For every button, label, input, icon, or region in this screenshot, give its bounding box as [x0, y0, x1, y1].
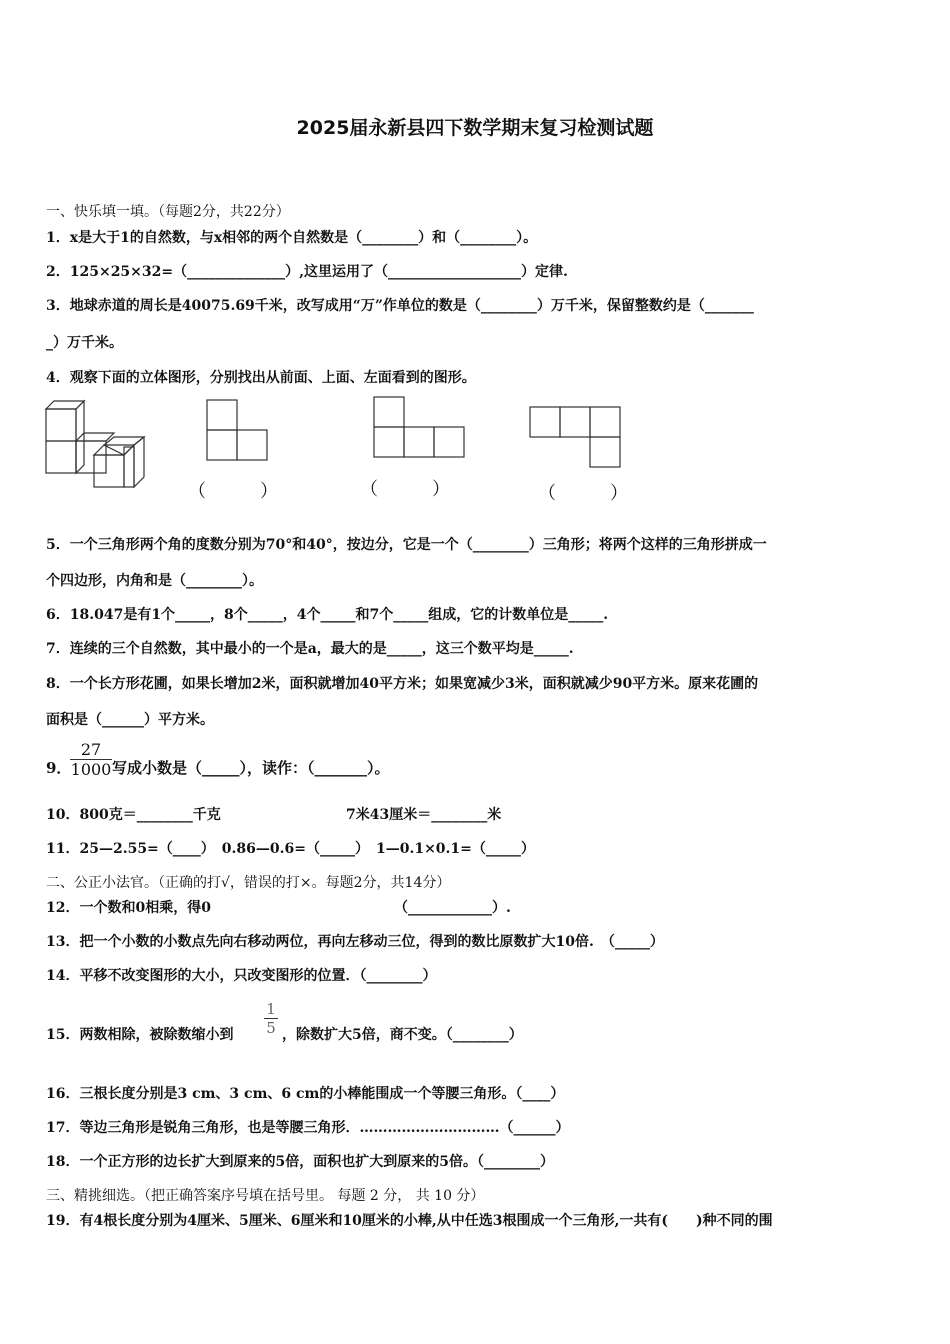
- question-9-text: 写成小数是（_____），读作：（_______）。: [112, 759, 390, 777]
- answer-paren-1: （ ）: [188, 481, 278, 502]
- fraction-numerator: 1: [264, 1000, 278, 1019]
- cube-stack-figure: [46, 401, 144, 487]
- page-title: 2025届永新县四下数学期末复习检测试题: [296, 117, 654, 139]
- view-option-3: [530, 407, 620, 467]
- question-15-suffix: ，除数扩大5倍，商不变。（________）: [282, 1027, 523, 1043]
- question-4: 4．观察下面的立体图形，分别找出从前面、上面、左面看到的图形。: [46, 370, 476, 386]
- question-11: 11．25—2.55=（____） 0.86—0.6=（_____） 1—0.1×0.1=（_____）: [46, 841, 535, 857]
- question-6: 6．18.047是有1个_____，8个_____，4个_____和7个_____组成，它的计数单位是_____.: [46, 607, 609, 623]
- question-13: 13．把一个小数的小数点先向右移动两位，再向左移动三位，得到的数比原数扩大10倍. （_____）: [46, 934, 664, 950]
- fraction-denominator: 1000: [70, 760, 112, 779]
- question-14: 14．平移不改变图形的大小，只改变图形的位置．（________）: [46, 968, 437, 984]
- section-3-heading: 三、精挑细选。（把正确答案序号填在括号里。 每题 2 分， 共 10 分）: [46, 1188, 485, 1204]
- fraction-numerator: 27: [70, 740, 112, 760]
- question-12: 12．一个数和0相乘，得0: [46, 900, 211, 916]
- question-3-line-1: 3．地球赤道的周长是40075.69千米，改写成用“万”作单位的数是（________）万千米，保留整数约是（_______: [46, 298, 754, 314]
- answer-paren-2: （ ）: [360, 479, 450, 500]
- question-16: 16．三根长度分别是3 cm、3 cm、6 cm的小棒能围成一个等腰三角形。（____）: [46, 1086, 565, 1102]
- question-17: 17．等边三角形是锐角三角形，也是等腰三角形．…………………………（______）: [46, 1120, 570, 1136]
- question-8-line-2: 面积是（______）平方米。: [46, 712, 214, 728]
- question-7: 7．连续的三个自然数，其中最小的一个是a，最大的是_____，这三个数平均是_____.: [46, 641, 574, 657]
- question-15-prefix: 15．两数相除，被除数缩小到: [46, 1027, 234, 1043]
- question-10-part-a: 10．800克＝________千克: [46, 807, 221, 823]
- view-option-2: [374, 397, 464, 457]
- question-5-line-1: 5．一个三角形两个角的度数分别为70°和40°，按边分，它是一个（________）三角形；将两个这样的三角形拼成一: [46, 537, 767, 553]
- question-9-number: 9．: [46, 759, 72, 777]
- question-1: 1．x是大于1的自然数，与x相邻的两个自然数是（________）和（________）。: [46, 230, 538, 246]
- answer-paren-3: （ ）: [538, 483, 628, 504]
- fraction-27-1000: [70, 740, 112, 779]
- question-4-figures: [40, 395, 640, 507]
- question-10-part-b: 7米43厘米＝________米: [346, 807, 502, 823]
- question-19: 19．有4根长度分别为4厘米、5厘米、6厘米和10厘米的小棒,从中任选3根围成一个三角形,一共有( )种不同的围: [46, 1213, 773, 1229]
- question-8-line-1: 8．一个长方形花圃，如果长增加2米，面积就增加40平方米；如果宽减少3米，面积就减少90平方米。原来花圃的: [46, 676, 759, 692]
- fraction-denominator: 5: [266, 1019, 276, 1037]
- question-2: 2．125×25×32=（______________）,这里运用了（___________________）定律.: [46, 264, 568, 280]
- question-3-line-2: _）万千米。: [46, 335, 123, 351]
- section-2-heading: 二、公正小法官。（正确的打√，错误的打×。每题2分，共14分）: [46, 875, 451, 891]
- question-5-line-2: 个四边形，内角和是（________）。: [46, 573, 263, 589]
- section-1-heading: 一、快乐填一填。（每题2分，共22分）: [46, 204, 290, 220]
- question-18: 18．一个正方形的边长扩大到原来的5倍，面积也扩大到原来的5倍。（________）: [46, 1154, 554, 1170]
- view-option-1: [207, 400, 267, 460]
- question-12-answer: （____________）.: [394, 900, 511, 916]
- fraction-1-5: [264, 1000, 278, 1037]
